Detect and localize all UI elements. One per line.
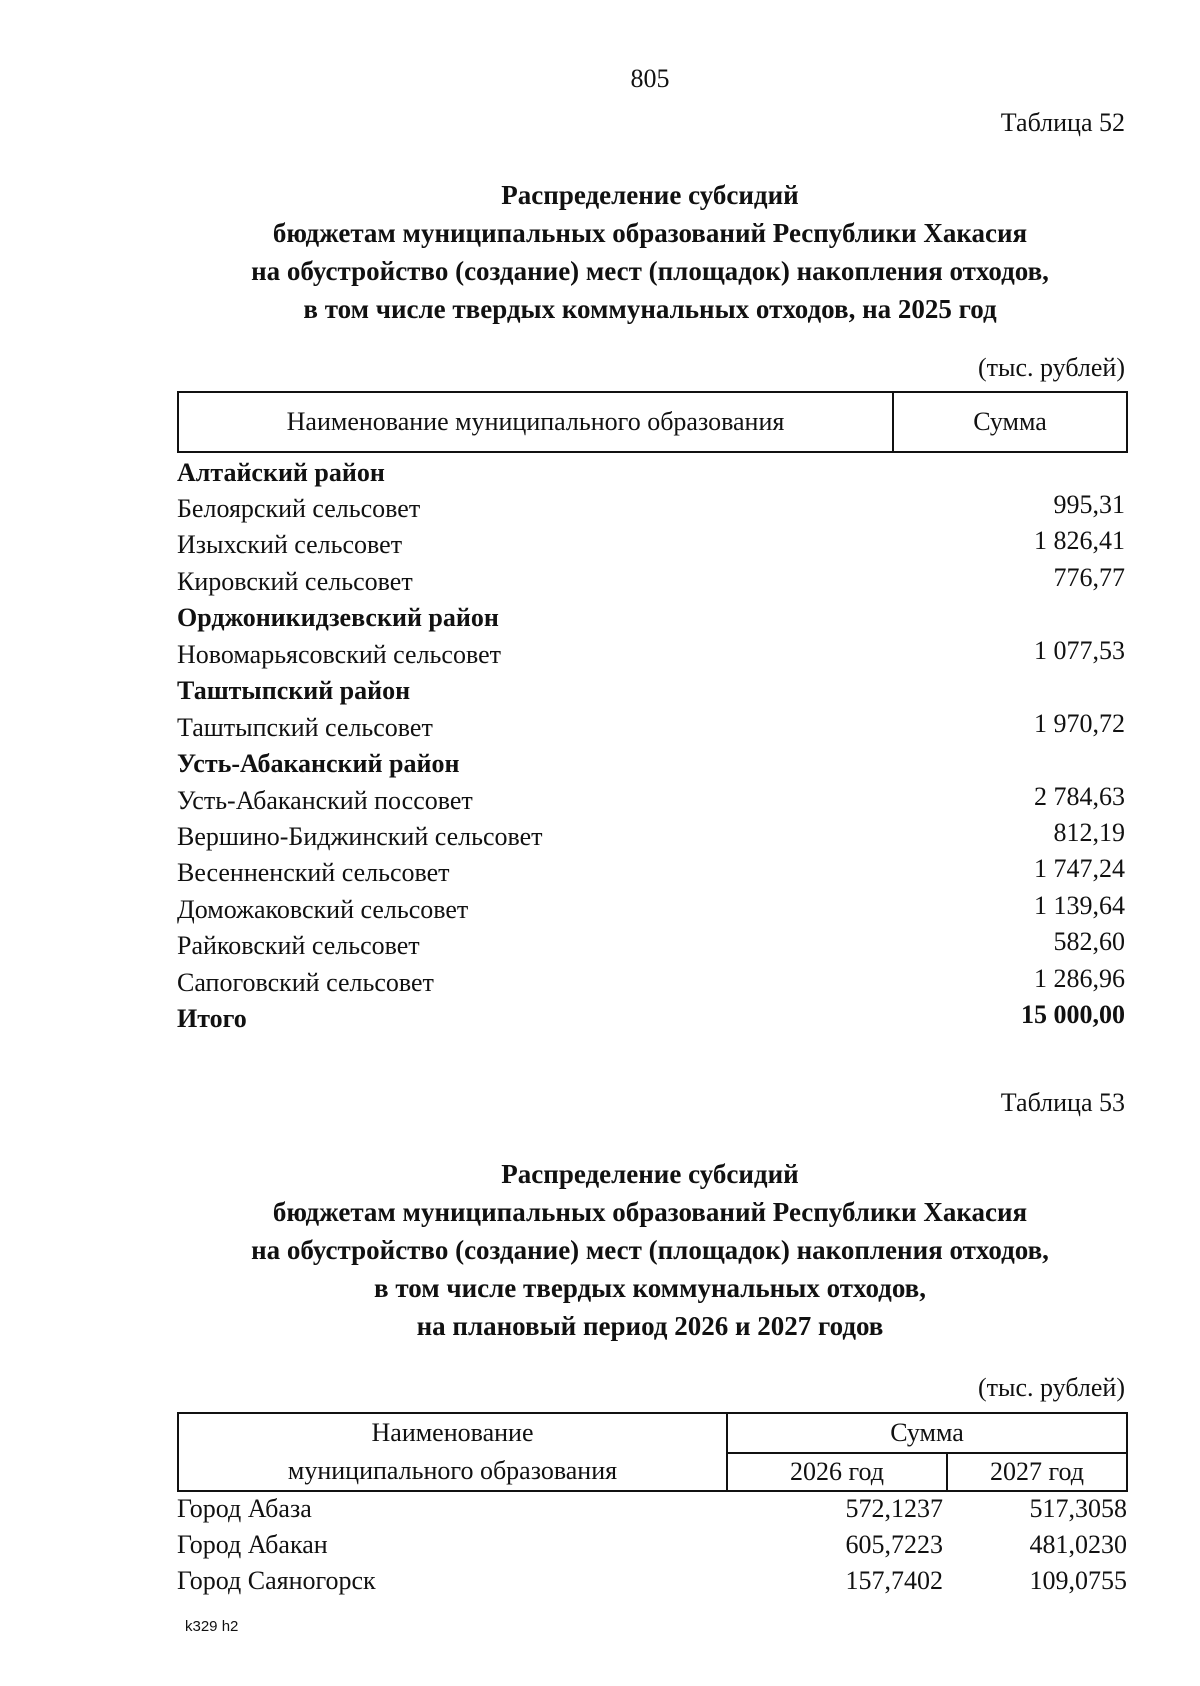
table-row <box>177 891 1125 931</box>
row-name: Белоярский сельсовет <box>177 494 421 523</box>
table-53-title-line: на обустройство (создание) мест (площадок) накопления отходов, <box>251 1235 1049 1265</box>
row-name: Райковский сельсовет <box>177 931 420 960</box>
row-name: Усть-Абаканский район <box>177 749 460 778</box>
table-52-header <box>177 391 1128 453</box>
table-row <box>177 749 1125 785</box>
row-value: 1 747,24 <box>1034 854 1125 883</box>
table-52-header-sum: Сумма <box>973 407 1047 436</box>
table-52-title-line: в том числе твердых коммунальных отходов, на 2025 год <box>303 294 997 324</box>
table-52-title-line: Распределение субсидий <box>501 180 799 210</box>
row-name: Город Абакан <box>177 1530 328 1559</box>
table-row <box>177 709 1125 749</box>
row-value: 812,19 <box>1053 818 1125 847</box>
table-row <box>177 526 1125 566</box>
row-name: Усть-Абаканский поссовет <box>177 786 473 815</box>
table-row <box>177 636 1125 676</box>
row-name: Сапоговский сельсовет <box>177 968 434 997</box>
row-name: Весенненский сельсовет <box>177 858 450 887</box>
row-value-2026: 605,7223 <box>845 1530 943 1559</box>
row-name: Город Абаза <box>177 1494 312 1523</box>
table-row <box>177 1494 1127 1530</box>
table-row <box>177 490 1125 530</box>
table-53-title-line: бюджетам муниципальных образований Республики Хакасия <box>272 1197 1028 1227</box>
table-53-units: (тыс. рублей) <box>977 1373 1125 1402</box>
table-53-label: Таблица 53 <box>1000 1088 1125 1117</box>
table-row <box>177 676 1125 712</box>
row-value: 995,31 <box>1053 490 1125 519</box>
total-row <box>177 1000 1125 1040</box>
table-row <box>177 818 1125 858</box>
table-52-title-line: бюджетам муниципальных образований Республики Хакасия <box>272 218 1028 248</box>
table-52-units: (тыс. рублей) <box>977 353 1125 382</box>
table-row <box>177 854 1125 894</box>
table-row <box>177 603 1125 639</box>
table-52-title-line: на обустройство (создание) мест (площадок) накопления отходов, <box>251 256 1049 286</box>
row-name: Орджоникидзевский район <box>177 603 499 632</box>
table-row <box>177 782 1125 822</box>
table-52-title <box>0 176 1200 328</box>
table-row <box>177 927 1125 967</box>
row-name: Изыхский сельсовет <box>177 530 403 559</box>
row-value-2027: 517,3058 <box>1029 1494 1127 1523</box>
row-name: Кировский сельсовет <box>177 567 413 596</box>
row-name: Таштыпский сельсовет <box>177 713 433 742</box>
row-value: 1 826,41 <box>1034 526 1125 555</box>
row-name: Город Саяногорск <box>177 1566 376 1595</box>
row-value: 1 970,72 <box>1034 709 1125 738</box>
footer-code: k329 h2 <box>185 1618 239 1635</box>
table-53-header-name <box>179 1414 726 1490</box>
row-value-2026: 157,7402 <box>845 1566 943 1595</box>
table-53-title-line: в том числе твердых коммунальных отходов, <box>374 1273 926 1303</box>
row-value: 1 077,53 <box>1034 636 1125 665</box>
row-value: 1 286,96 <box>1034 964 1125 993</box>
table-53-header-2026: 2026 год <box>790 1457 884 1486</box>
header-name-line: Наименование <box>371 1418 534 1447</box>
row-name: Алтайский район <box>177 458 385 487</box>
table-53-title-line: на плановый период 2026 и 2027 годов <box>416 1311 884 1341</box>
row-name: Новомарьясовский сельсовет <box>177 640 501 669</box>
row-name: Доможаковский сельсовет <box>177 895 469 924</box>
table-53-header-2027: 2027 год <box>990 1457 1084 1486</box>
table-52-label: Таблица 52 <box>1000 108 1125 137</box>
row-value: 1 139,64 <box>1034 891 1125 920</box>
table-row <box>177 458 1125 494</box>
row-value: 582,60 <box>1053 927 1125 956</box>
header-name-line: муниципального образования <box>287 1456 618 1485</box>
row-name: Таштыпский район <box>177 676 411 705</box>
table-row <box>177 563 1125 603</box>
total-label: Итого <box>177 1004 247 1033</box>
table-53-header <box>177 1412 1128 1492</box>
row-name: Вершино-Биджинский сельсовет <box>177 822 543 851</box>
table-53-header-sum: Сумма <box>890 1418 964 1447</box>
row-value: 776,77 <box>1053 563 1125 592</box>
page-number: 805 <box>630 64 670 93</box>
table-row <box>177 964 1125 1004</box>
table-53-title-line: Распределение субсидий <box>501 1159 799 1189</box>
row-value-2027: 109,0755 <box>1029 1566 1127 1595</box>
total-value: 15 000,00 <box>1021 1000 1125 1029</box>
table-53-title <box>0 1155 1200 1345</box>
table-row <box>177 1530 1127 1566</box>
row-value-2027: 481,0230 <box>1029 1530 1127 1559</box>
table-row <box>177 1566 1127 1602</box>
table-52-header-name: Наименование муниципального образования <box>286 407 785 436</box>
row-value: 2 784,63 <box>1034 782 1125 811</box>
row-value-2026: 572,1237 <box>845 1494 943 1523</box>
